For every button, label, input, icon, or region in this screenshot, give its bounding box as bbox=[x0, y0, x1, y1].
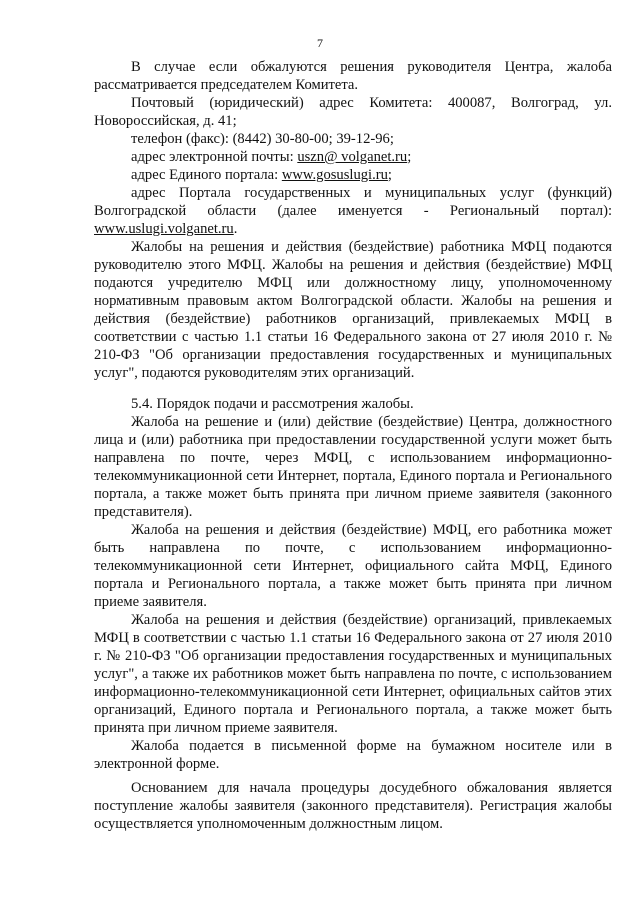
portal-link[interactable]: www.gosuslugi.ru bbox=[281, 167, 388, 183]
portal-label: адрес Единого портала: bbox=[131, 167, 282, 183]
paragraph-phone: телефон (факс): (8442) 30-80-00; 39-12-96; bbox=[131, 131, 394, 147]
paragraph-mfc-complaints: Жалобы на решения и действия (бездействие) работника МФЦ подаются руководителю этого МФЦ. Жалобы на решения и действия (бездействие) МФЦ подаются учредителю МФЦ или должностному лицу, уполномоченному нормативным правовым актом Волгоградской области. Жалобы на решения и действия (бездействие) работников организаций, привлекаемых МФЦ в соответствии с частью 1.1 статьи 16 Федерального закона от 27 июля 2010 г. № 210-ФЗ "Об организации предоставления государственных и муниципальных услуг", подаются руководителям этих организаций. bbox=[94, 239, 612, 381]
paragraph-unified-portal bbox=[94, 166, 612, 184]
email-end: ; bbox=[407, 149, 412, 165]
paragraph-center-complaint: Жалоба на решение и (или) действие (бездействие) Центра, должностного лица и (или) работника при предоставлении государственной услуги может быть направлена по почте, через МФЦ, с использованием информационно-телекоммуникационной сети Интернет, портала, Единого портала и Регионального портала, а также может быть принята при личном приеме заявителя (законного представителя). bbox=[94, 414, 612, 520]
page-number: 7 bbox=[317, 36, 323, 50]
email-link[interactable]: uszn@ volganet.ru bbox=[297, 149, 408, 165]
paragraph-regional-portal bbox=[94, 184, 612, 238]
paragraph-postal-address: Почтовый (юридический) адрес Комитета: 400087, Волгоград, ул. Новороссийская, д. 41; bbox=[94, 95, 612, 129]
paragraph-procedure-basis: Основанием для начала процедуры досудебного обжалования является поступление жалобы заявителя (законного представителя). Регистрация жалобы осуществляется уполномоченным должностным лицом. bbox=[94, 780, 612, 832]
paragraph-complaint-form: Жалоба подается в письменной форме на бумажном носителе или в электронной форме. bbox=[94, 738, 612, 772]
email-label: адрес электронной почты: bbox=[131, 149, 298, 165]
paragraph-mfc-complaint: Жалоба на решения и действия (бездействие) МФЦ, его работника может быть направлена по почте, с использованием информационно-телекоммуникационной сети Интернет, официального сайта МФЦ, Единого портала и Регионального портала, а также может быть принята при личном приеме заявителя. bbox=[94, 522, 612, 610]
regional-portal-text: адрес Портала государственных и муниципальных услуг (функций) Волгоградской области (далее именуется - Региональный портал): bbox=[94, 185, 612, 219]
portal-end: ; bbox=[387, 167, 392, 183]
regional-portal-link[interactable]: www.uslugi.volganet.ru bbox=[94, 221, 234, 237]
paragraph-chairman: В случае если обжалуются решения руководителя Центра, жалоба рассматривается председателем Комитета. bbox=[94, 59, 612, 93]
document-body bbox=[94, 58, 612, 833]
paragraph-organization-complaint: Жалоба на решения и действия (бездействие) организаций, привлекаемых МФЦ в соответствии с частью 1.1 статьи 16 Федерального закона от 27 июля 2010 г. № 210-ФЗ "Об организации предоставления государственных и муниципальных услуг", а также их работников может быть направлена по почте, с использованием информационно-телекоммуникационной сети Интернет, официальных сайтов этих организаций, Единого портала и Регионального портала, а также может быть принята при личном приеме заявителя. bbox=[94, 612, 612, 736]
regional-portal-end: . bbox=[233, 221, 238, 237]
section-heading-5-4: 5.4. Порядок подачи и рассмотрения жалобы. bbox=[131, 396, 414, 412]
paragraph-email bbox=[94, 148, 612, 166]
